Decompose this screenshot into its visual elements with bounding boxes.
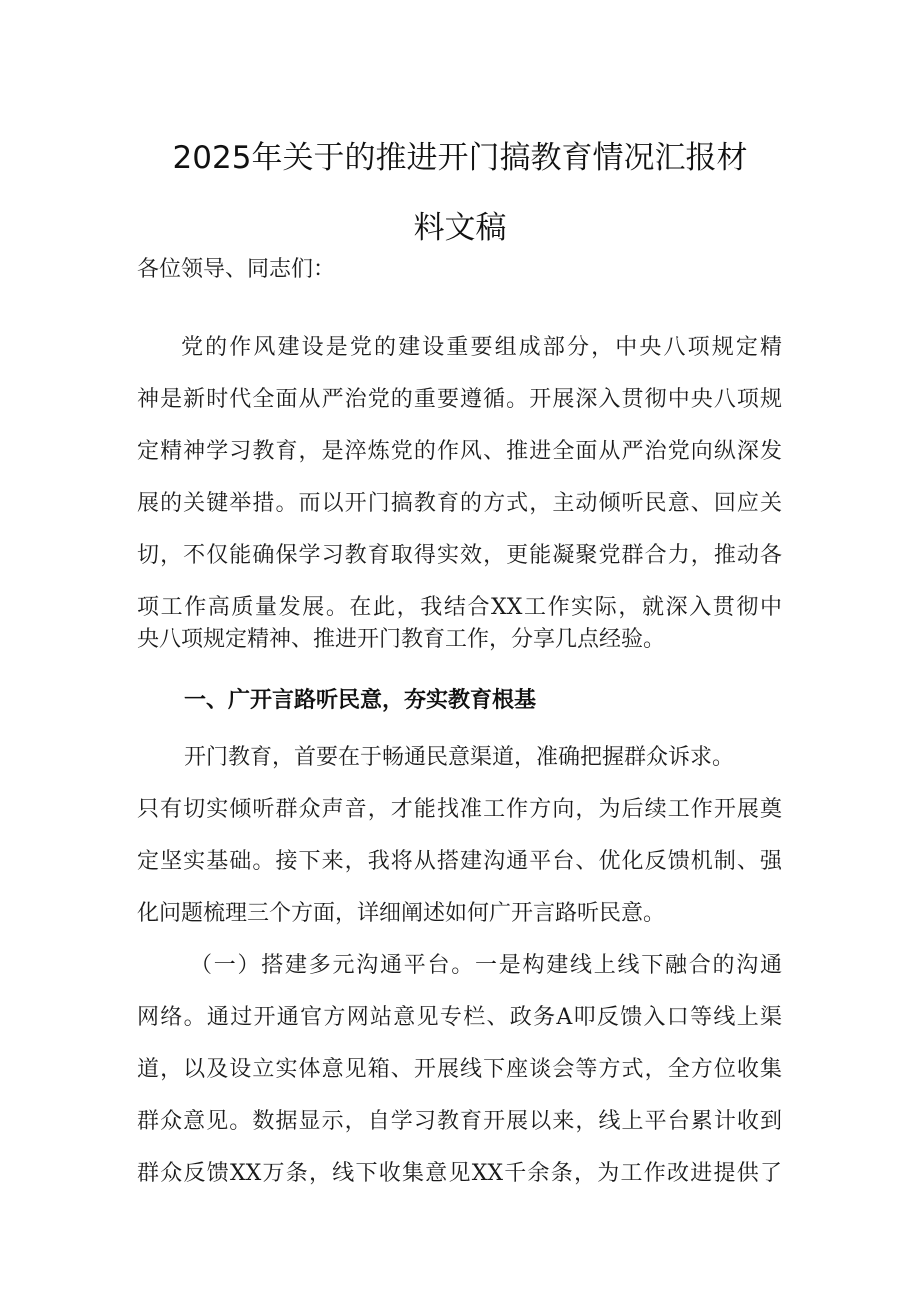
paragraph-3-line-5: 群众反馈XX万条，线下收集意见XX千余条，为工作改进提供了 bbox=[137, 1161, 782, 1186]
paragraph-1-line-3: 定精神学习教育，是淬炼党的作风、推进全面从严治党向纵深发 bbox=[137, 439, 782, 464]
paragraph-3-line-2: 网络。通过开通官方网站意见专栏、政务A叩反馈入口等线上渠 bbox=[137, 1005, 782, 1030]
paragraph-2-line-2: 只有切实倾听群众声音，才能找准工作方向，为后续工作开展奠 bbox=[137, 797, 782, 822]
paragraph-1-line-4: 展的关键举措。而以开门搞教育的方式，主动倾听民意、回应关 bbox=[137, 491, 782, 516]
document-title-line-2: 料文稿 bbox=[413, 210, 507, 246]
paragraph-1-line-5: 切，不仅能确保学习教育取得实效，更能凝聚党群合力，推动各 bbox=[137, 543, 782, 568]
paragraph-1-line-1: 党的作风建设是党的建设重要组成部分，中央八项规定精 bbox=[181, 335, 782, 360]
paragraph-1-line-2: 神是新时代全面从严治党的重要遵循。开展深入贯彻中央八项规 bbox=[137, 387, 782, 412]
paragraph-2-line-4: 化问题梳理三个方面，详细阐述如何广开言路听民意。 bbox=[137, 901, 666, 926]
section-heading-1: 一、广开言路听民意，夯实教育根基 bbox=[184, 687, 537, 713]
paragraph-1-line-6: 项工作高质量发展。在此，我结合XX工作实际，就深入贯彻中 bbox=[137, 595, 782, 620]
paragraph-2-line-1: 开门教育，首要在于畅通民意渠道，准确把握群众诉求。 bbox=[184, 745, 735, 770]
paragraph-3-line-1: （一）搭建多元沟通平台。一是构建线上线下融合的沟通 bbox=[190, 953, 782, 978]
document-title-line-1: 2025年关于的推进开门搞教育情况汇报材 bbox=[172, 140, 748, 176]
paragraph-3-line-3: 道，以及设立实体意见箱、开展线下座谈会等方式，全方位收集 bbox=[137, 1057, 782, 1082]
paragraph-1-line-7: 央八项规定精神、推进开门教育工作，分享几点经验。 bbox=[137, 627, 666, 652]
salutation: 各位领导、同志们： bbox=[137, 257, 336, 282]
paragraph-3-line-4: 群众意见。数据显示，自学习教育开展以来，线上平台累计收到 bbox=[137, 1109, 782, 1134]
paragraph-2-line-3: 定坚实基础。接下来，我将从搭建沟通平台、优化反馈机制、强 bbox=[137, 849, 782, 874]
